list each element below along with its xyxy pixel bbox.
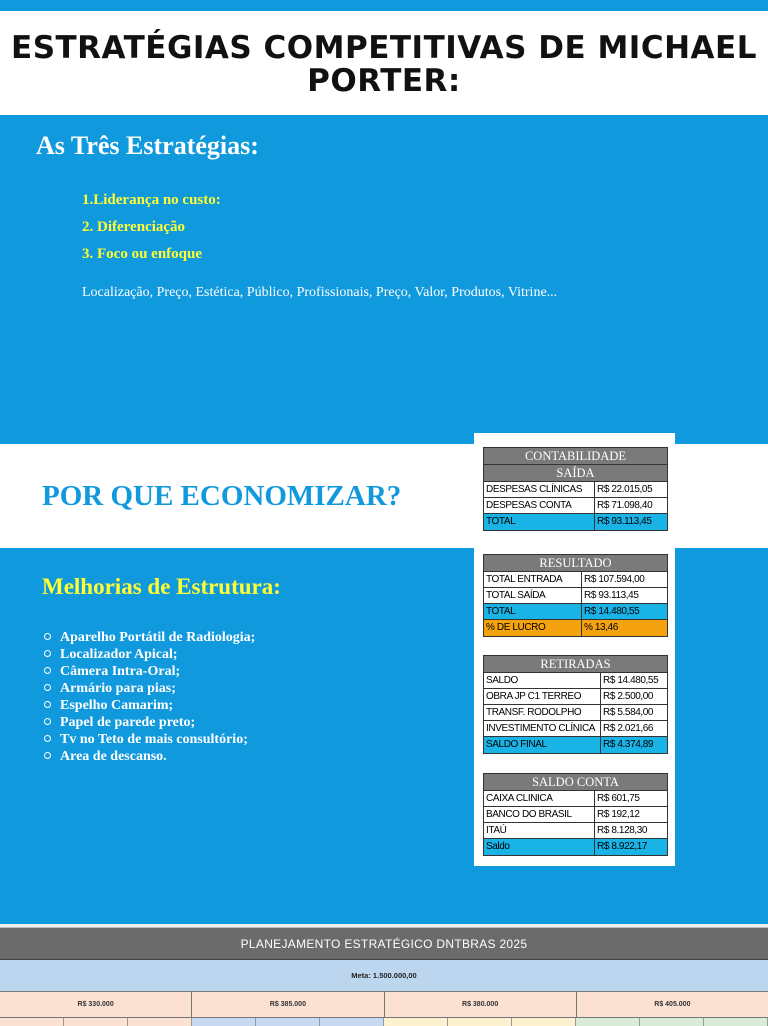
planning-title: PLANEJAMENTO ESTRATÉGICO DNTBRAS 2025 [0,928,768,960]
list-item: Espelho Camarim; [42,697,255,714]
table-cell-label: % DE LUCRO [484,620,582,636]
table-header: RETIRADAS [484,656,667,673]
improvements-list [42,629,255,765]
table-cell-label: SALDO FINAL [484,737,601,753]
table-row [484,689,667,705]
finance-panel [474,433,675,866]
table-cell-label: CAIXA CLINICA [484,791,595,806]
table-cell-value: R$ 5.584,00 [603,707,654,718]
table-row-total [484,514,667,530]
table-cell-value: R$ 8.922,17 [597,841,648,852]
list-item: Tv no Teto de mais consultório; [42,731,255,748]
quarter-target: R$ 330.000 [0,992,192,1017]
table-row-profit [484,620,667,636]
saldo-conta-table [483,773,668,856]
table-cell-value: R$ 22.015,05 [597,484,653,495]
why-heading: POR QUE ECONOMIZAR? [42,480,402,512]
table-row [484,791,667,807]
strategy-keywords: Localização, Preço, Estética, Público, Profissionais, Preço, Valor, Produtos, Vitrine... [82,285,558,300]
table-cell-label: BANCO DO BRASIL [484,807,595,822]
list-item: Area de descanso. [42,748,255,765]
table-row [484,572,667,588]
table-cell-value: R$ 14.480,55 [584,606,640,617]
improvements-heading: Melhorias de Estrutura: [42,574,281,599]
table-cell-value: R$ 14.480,55 [603,675,659,686]
quarter-target: R$ 385.000 [192,992,384,1017]
table-cell-label: DESPESAS CLÍNICAS [484,482,595,497]
strategies-heading: As Três Estratégias: [36,131,259,160]
contabilidade-table [483,447,668,531]
list-item: Aparelho Portátil de Radiologia; [42,629,255,646]
top-strip [0,0,768,11]
table-cell-label: TOTAL SAÍDA [484,588,582,603]
table-cell-value: % 13,46 [584,622,618,633]
list-item: Papel de parede preto; [42,714,255,731]
table-cell-label: TRANSF. RODOLPHO [484,705,601,720]
table-cell-value: R$ 4.374,89 [603,739,654,750]
table-row [484,498,667,514]
table-cell-value: R$ 107.594,00 [584,574,645,585]
table-row [484,807,667,823]
table-cell-label: TOTAL ENTRADA [484,572,582,587]
planning-sheet [0,924,768,1024]
retiradas-table [483,655,668,754]
table-row-total [484,737,667,753]
planning-goal: Meta: 1.500.000,00 [0,960,768,992]
table-cell-value: R$ 8.128,30 [597,825,648,836]
title-band [0,11,768,115]
table-cell-value: R$ 93.113,45 [584,590,639,601]
table-cell-label: DESPESAS CONTA [484,498,595,513]
table-cell-value: R$ 601,75 [597,793,640,804]
table-cell-value: R$ 71.098,40 [597,500,653,511]
strategies-list [82,191,221,272]
table-cell-value: R$ 2.021,66 [603,723,654,734]
list-item: Localizador Apical; [42,646,255,663]
resultado-table [483,554,668,637]
table-cell-value: R$ 93.113,45 [597,516,652,527]
table-row [484,721,667,737]
table-row [484,823,667,839]
table-row [484,705,667,721]
table-header: SALDO CONTA [484,774,667,791]
quarter-target: R$ 380.000 [385,992,577,1017]
list-item: Câmera Intra-Oral; [42,663,255,680]
strategy-item: 1.Liderança no custo: [82,192,221,208]
page-title: ESTRATÉGIAS COMPETITIVAS DE MICHAEL PORTER: [11,30,757,99]
table-header: CONTABILIDADE [484,448,667,465]
table-cell-label: OBRA JP C1 TERREO [484,689,601,704]
sheet-ruler [0,924,768,928]
table-header: RESULTADO [484,555,667,572]
list-item: Armário para pias; [42,680,255,697]
table-cell-label: TOTAL [484,514,595,530]
table-cell-label: SALDO [484,673,601,688]
table-cell-value: R$ 2.500,00 [603,691,654,702]
table-row [484,482,667,498]
strategies-section [0,115,768,444]
table-cell-label: TOTAL [484,604,582,619]
table-cell-label: Saldo [484,839,595,855]
table-subheader: SAÍDA [484,465,667,482]
quarter-target: R$ 405.000 [577,992,768,1017]
table-cell-label: INVESTIMENTO CLÍNICA [484,721,601,736]
table-cell-value: R$ 192,12 [597,809,640,820]
sheet-subrow [0,1018,768,1026]
quarter-targets [0,992,768,1018]
table-row-total [484,839,667,855]
table-row [484,588,667,604]
table-cell-label: ITAÚ [484,823,595,838]
strategy-item: 2. Diferenciação [82,219,186,235]
table-row-total [484,604,667,620]
strategy-item: 3. Foco ou enfoque [82,246,202,262]
table-row [484,673,667,689]
